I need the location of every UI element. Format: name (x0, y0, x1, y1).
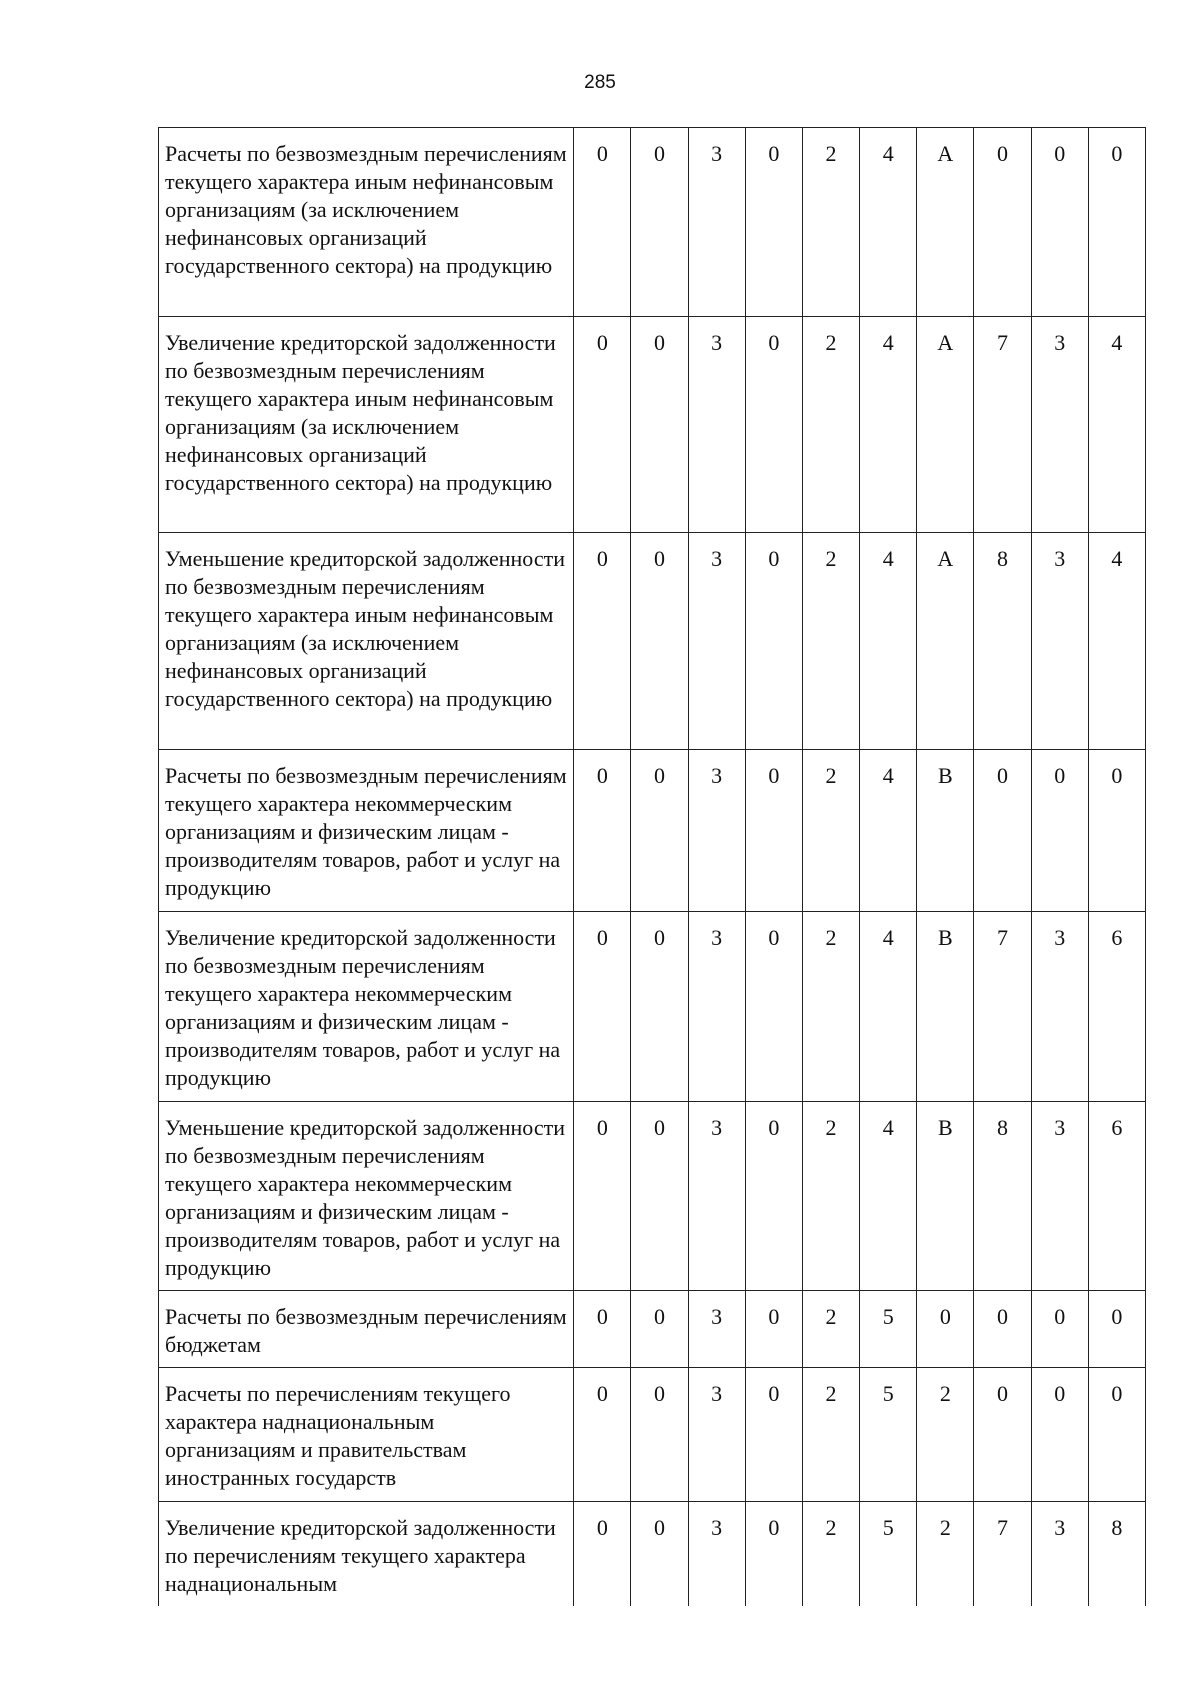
budget-code-table (158, 127, 1146, 1606)
row-description: Увеличение кредиторской задолженности по безвозмездным перечислениям текущего характера некоммерческим организациям и физическим лицам - производителям товаров, работ и услуг на продукцию (159, 912, 574, 1102)
row-description: Уменьшение кредиторской задолженности по безвозмездным перечислениям текущего характера иным нефинансовым организациям (за исключением нефинансовых организаций государственного сектора) на продукцию (159, 533, 574, 750)
table-row (159, 1368, 1146, 1502)
code-digit: A (917, 317, 974, 533)
code-digit: 0 (1031, 750, 1088, 912)
code-digit: 2 (802, 533, 859, 750)
code-digit: 2 (802, 1102, 859, 1291)
code-digit: 3 (1031, 1502, 1088, 1607)
code-digit: 0 (974, 128, 1031, 317)
row-description: Увеличение кредиторской задолженности по перечислениям текущего характера наднациональным (159, 1502, 574, 1607)
code-digit: 2 (802, 912, 859, 1102)
code-digit: 0 (745, 750, 802, 912)
code-digit: 2 (917, 1502, 974, 1607)
code-digit: 3 (1031, 317, 1088, 533)
code-digit: A (917, 128, 974, 317)
code-digit: 3 (1031, 912, 1088, 1102)
code-digit: 2 (802, 1502, 859, 1607)
code-digit: 2 (802, 317, 859, 533)
code-digit: 4 (1088, 317, 1145, 533)
code-digit: 4 (860, 750, 917, 912)
code-digit: 3 (688, 1102, 745, 1291)
code-digit: 0 (631, 317, 688, 533)
code-digit: 0 (631, 533, 688, 750)
code-digit: B (917, 912, 974, 1102)
code-digit: 7 (974, 1502, 1031, 1607)
code-digit: 0 (574, 912, 631, 1102)
code-digit: 6 (1088, 1102, 1145, 1291)
code-digit: 7 (974, 912, 1031, 1102)
code-digit: B (917, 1102, 974, 1291)
code-digit: 3 (1031, 533, 1088, 750)
code-digit: 8 (1088, 1502, 1145, 1607)
code-digit: 0 (745, 533, 802, 750)
code-digit: 3 (688, 1368, 745, 1502)
code-digit: 2 (802, 128, 859, 317)
code-digit: 5 (860, 1368, 917, 1502)
code-digit: 0 (631, 912, 688, 1102)
code-digit: 5 (860, 1291, 917, 1368)
code-digit: 0 (745, 128, 802, 317)
code-digit: 7 (974, 317, 1031, 533)
code-digit: 0 (1031, 128, 1088, 317)
code-digit: 0 (1088, 1291, 1145, 1368)
code-digit: 3 (688, 317, 745, 533)
code-digit: 0 (574, 317, 631, 533)
code-digit: 4 (860, 912, 917, 1102)
code-digit: 0 (1088, 128, 1145, 317)
code-digit: 2 (802, 1368, 859, 1502)
code-digit: 0 (917, 1291, 974, 1368)
code-digit: 0 (1088, 1368, 1145, 1502)
code-digit: 3 (688, 1291, 745, 1368)
code-digit: 3 (688, 128, 745, 317)
table-row (159, 1291, 1146, 1368)
code-digit: 0 (745, 1502, 802, 1607)
code-digit: 4 (860, 1102, 917, 1291)
code-digit: 4 (860, 317, 917, 533)
code-digit: 2 (802, 750, 859, 912)
code-digit: 0 (745, 317, 802, 533)
code-digit: 0 (745, 1291, 802, 1368)
code-digit: 3 (688, 750, 745, 912)
code-digit: 0 (974, 750, 1031, 912)
code-digit: 0 (574, 750, 631, 912)
code-digit: 6 (1088, 912, 1145, 1102)
page-number: 285 (584, 72, 616, 93)
row-description: Уменьшение кредиторской задолженности по безвозмездным перечислениям текущего характера некоммерческим организациям и физическим лицам - производителям товаров, работ и услуг на продукцию (159, 1102, 574, 1291)
code-digit: 0 (745, 1368, 802, 1502)
code-digit: 8 (974, 533, 1031, 750)
code-digit: B (917, 750, 974, 912)
table-row (159, 750, 1146, 912)
row-description: Увеличение кредиторской задолженности по безвозмездным перечислениям текущего характера иным нефинансовым организациям (за исключением нефинансовых организаций государственного сектора) на продукцию (159, 317, 574, 533)
row-description: Расчеты по безвозмездным перечислениям бюджетам (159, 1291, 574, 1368)
row-description: Расчеты по перечислениям текущего характера наднациональным организациям и правительствам иностранных государств (159, 1368, 574, 1502)
table-row (159, 317, 1146, 533)
code-digit: 0 (631, 1291, 688, 1368)
code-digit: 3 (688, 912, 745, 1102)
code-digit: 0 (574, 533, 631, 750)
code-digit: 0 (1088, 750, 1145, 912)
code-digit: 4 (1088, 533, 1145, 750)
table-row (159, 912, 1146, 1102)
table-row (159, 128, 1146, 317)
code-digit: 3 (688, 1502, 745, 1607)
code-digit: 0 (574, 1291, 631, 1368)
code-digit: 0 (631, 1502, 688, 1607)
code-digit: 0 (574, 1368, 631, 1502)
code-digit: 0 (631, 750, 688, 912)
table-row (159, 533, 1146, 750)
code-digit: 0 (745, 1102, 802, 1291)
row-description: Расчеты по безвозмездным перечислениям текущего характера иным нефинансовым организациям (за исключением нефинансовых организаций государственного сектора) на продукцию (159, 128, 574, 317)
code-digit: 0 (1031, 1368, 1088, 1502)
code-digit: 5 (860, 1502, 917, 1607)
code-digit: 0 (631, 1368, 688, 1502)
code-digit: 2 (802, 1291, 859, 1368)
code-digit: 0 (631, 128, 688, 317)
row-description: Расчеты по безвозмездным перечислениям текущего характера некоммерческим организациям и физическим лицам - производителям товаров, работ и услуг на продукцию (159, 750, 574, 912)
code-digit: 0 (574, 1102, 631, 1291)
code-digit: 0 (974, 1291, 1031, 1368)
code-digit: 4 (860, 128, 917, 317)
code-digit: 0 (631, 1102, 688, 1291)
code-digit: 0 (574, 1502, 631, 1607)
code-digit: 0 (1031, 1291, 1088, 1368)
code-digit: 8 (974, 1102, 1031, 1291)
code-digit: 3 (1031, 1102, 1088, 1291)
table-row (159, 1102, 1146, 1291)
code-digit: 4 (860, 533, 917, 750)
code-digit: 0 (974, 1368, 1031, 1502)
code-digit: 0 (574, 128, 631, 317)
table-row (159, 1502, 1146, 1607)
code-digit: 3 (688, 533, 745, 750)
code-digit: 2 (917, 1368, 974, 1502)
code-digit: A (917, 533, 974, 750)
code-digit: 0 (745, 912, 802, 1102)
